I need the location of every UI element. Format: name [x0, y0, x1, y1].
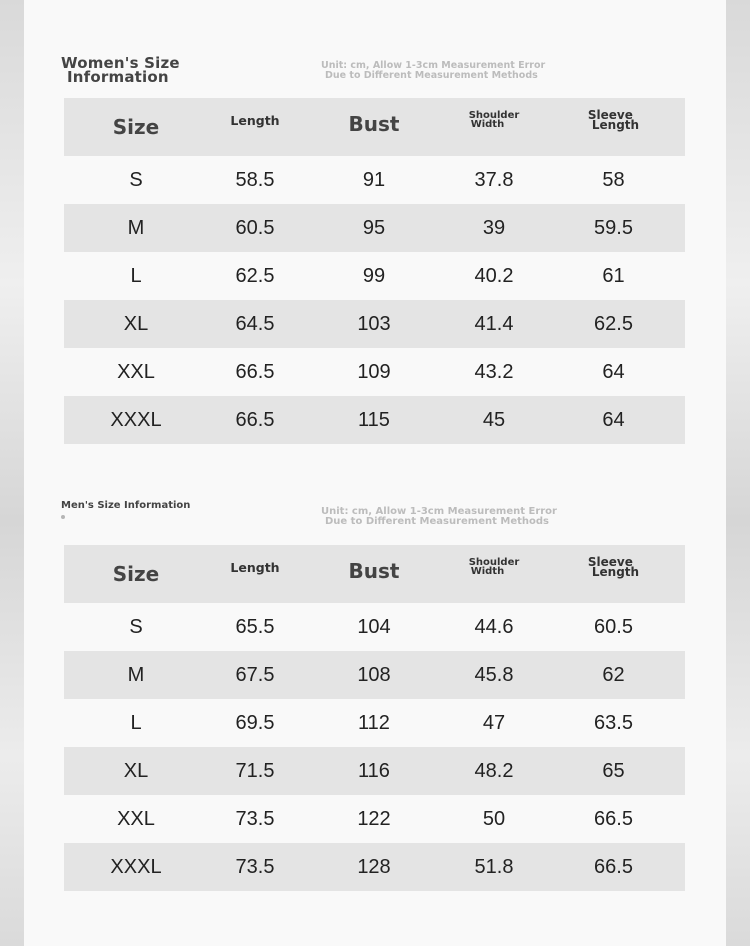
women-title-line2: Information [67, 68, 169, 87]
background-right-edge [726, 0, 750, 946]
men-header-shoulder-width: Shoulder Width [468, 557, 520, 577]
men-cell-size: XXXL [110, 855, 162, 878]
men-cell-shoulder-width: 44.6 [474, 615, 514, 638]
men-unit-note [321, 507, 581, 527]
men-cell-bust: 128 [357, 855, 391, 878]
women-header-size: Size [112, 115, 160, 139]
women-cell-size: S [129, 168, 143, 191]
women-header-row [64, 98, 685, 156]
men-cell-length: 69.5 [235, 711, 275, 734]
men-section-title [61, 501, 221, 511]
women-cell-length: 58.5 [235, 168, 275, 191]
women-table-row [64, 204, 685, 252]
women-cell-size: L [130, 264, 142, 287]
women-cell-length: 64.5 [235, 312, 275, 335]
men-table-row [64, 699, 685, 747]
women-cell-shoulder-width: 40.2 [474, 264, 514, 287]
women-unit-line1: Unit: cm, Allow 1-3cm Measurement Error [321, 60, 546, 71]
women-cell-size: XXXL [110, 408, 162, 431]
women-unit-line2: Due to Different Measurement Methods [325, 69, 538, 81]
women-cell-size: XXL [117, 360, 155, 383]
men-cell-bust: 112 [358, 711, 390, 734]
women-cell-length: 62.5 [235, 264, 275, 287]
men-cell-bust: 122 [357, 807, 391, 830]
background-left-edge [0, 0, 24, 946]
men-cell-sleeve-length: 62 [602, 663, 625, 686]
women-cell-sleeve-length: 62.5 [594, 312, 633, 335]
men-cell-size: XXL [117, 807, 155, 830]
women-cell-shoulder-width: 41.4 [474, 312, 514, 335]
women-title-line1: Women's Size [61, 54, 180, 72]
men-cell-size: S [129, 615, 143, 638]
women-cell-size: XL [123, 312, 149, 335]
women-cell-bust: 115 [358, 408, 390, 431]
women-header-length: Length [230, 113, 280, 128]
men-cell-sleeve-length: 65 [602, 759, 625, 782]
women-cell-size: M [127, 216, 145, 239]
men-cell-shoulder-width: 45.8 [474, 663, 514, 686]
women-cell-sleeve-length: 64 [602, 360, 625, 383]
men-cell-length: 71.5 [235, 759, 275, 782]
men-cell-shoulder-width: 51.8 [474, 855, 514, 878]
men-header-size: Size [112, 562, 160, 586]
women-header-sleeve-length: Sleeve Length [587, 107, 640, 133]
men-cell-size: L [130, 711, 142, 734]
men-header-bust: Bust [348, 559, 400, 583]
women-cell-sleeve-length: 64 [602, 408, 625, 431]
men-cell-shoulder-width: 50 [482, 807, 506, 830]
men-size-table [64, 545, 685, 891]
women-cell-sleeve-length: 58 [602, 168, 625, 191]
men-cell-length: 65.5 [235, 615, 275, 638]
men-cell-bust: 104 [357, 615, 391, 638]
women-section-title [61, 56, 221, 85]
women-cell-sleeve-length: 61 [602, 264, 625, 287]
men-cell-bust: 116 [358, 759, 390, 782]
men-cell-sleeve-length: 66.5 [594, 807, 633, 830]
women-cell-shoulder-width: 45 [482, 408, 506, 431]
men-cell-length: 67.5 [235, 663, 275, 686]
women-cell-bust: 95 [362, 216, 386, 239]
women-cell-shoulder-width: 39 [482, 216, 506, 239]
men-cell-size: XL [123, 759, 149, 782]
men-cell-bust: 108 [357, 663, 391, 686]
women-cell-bust: 109 [357, 360, 391, 383]
women-cell-shoulder-width: 43.2 [474, 360, 514, 383]
men-cell-length: 73.5 [235, 855, 275, 878]
men-unit-line1: Unit: cm, Allow 1-3cm Measurement Error [321, 506, 557, 517]
size-chart-card [24, 0, 726, 946]
women-cell-length: 66.5 [235, 408, 275, 431]
men-table-row [64, 747, 685, 795]
women-cell-bust: 99 [362, 264, 386, 287]
women-cell-shoulder-width: 37.8 [474, 168, 514, 191]
men-table-row [64, 843, 685, 891]
women-cell-sleeve-length: 59.5 [594, 216, 633, 239]
men-cell-sleeve-length: 63.5 [594, 711, 633, 734]
bullet-dot [61, 515, 65, 519]
women-header-shoulder-width: Shoulder Width [468, 110, 520, 130]
women-table-row [64, 348, 685, 396]
women-table-row [64, 156, 685, 204]
men-title: Men's Size Information [61, 500, 191, 511]
women-cell-length: 66.5 [235, 360, 275, 383]
women-cell-bust: 91 [362, 168, 386, 191]
men-table-row [64, 795, 685, 843]
women-table-row [64, 300, 685, 348]
men-unit-line2: Due to Different Measurement Methods [325, 516, 549, 527]
women-size-table [64, 98, 685, 444]
women-cell-length: 60.5 [235, 216, 275, 239]
women-table-row [64, 252, 685, 300]
men-cell-sleeve-length: 60.5 [594, 615, 633, 638]
men-table-row [64, 651, 685, 699]
men-header-sleeve-length: Sleeve Length [587, 554, 640, 580]
women-unit-note [321, 61, 581, 80]
women-table-row [64, 396, 685, 444]
men-cell-length: 73.5 [235, 807, 275, 830]
men-cell-shoulder-width: 48.2 [474, 759, 514, 782]
men-table-row [64, 603, 685, 651]
men-header-length: Length [230, 560, 280, 575]
women-header-bust: Bust [348, 112, 400, 136]
women-cell-bust: 103 [357, 312, 391, 335]
men-cell-shoulder-width: 47 [482, 711, 506, 734]
men-header-row [64, 545, 685, 603]
men-cell-size: M [127, 663, 145, 686]
men-cell-sleeve-length: 66.5 [594, 855, 633, 878]
